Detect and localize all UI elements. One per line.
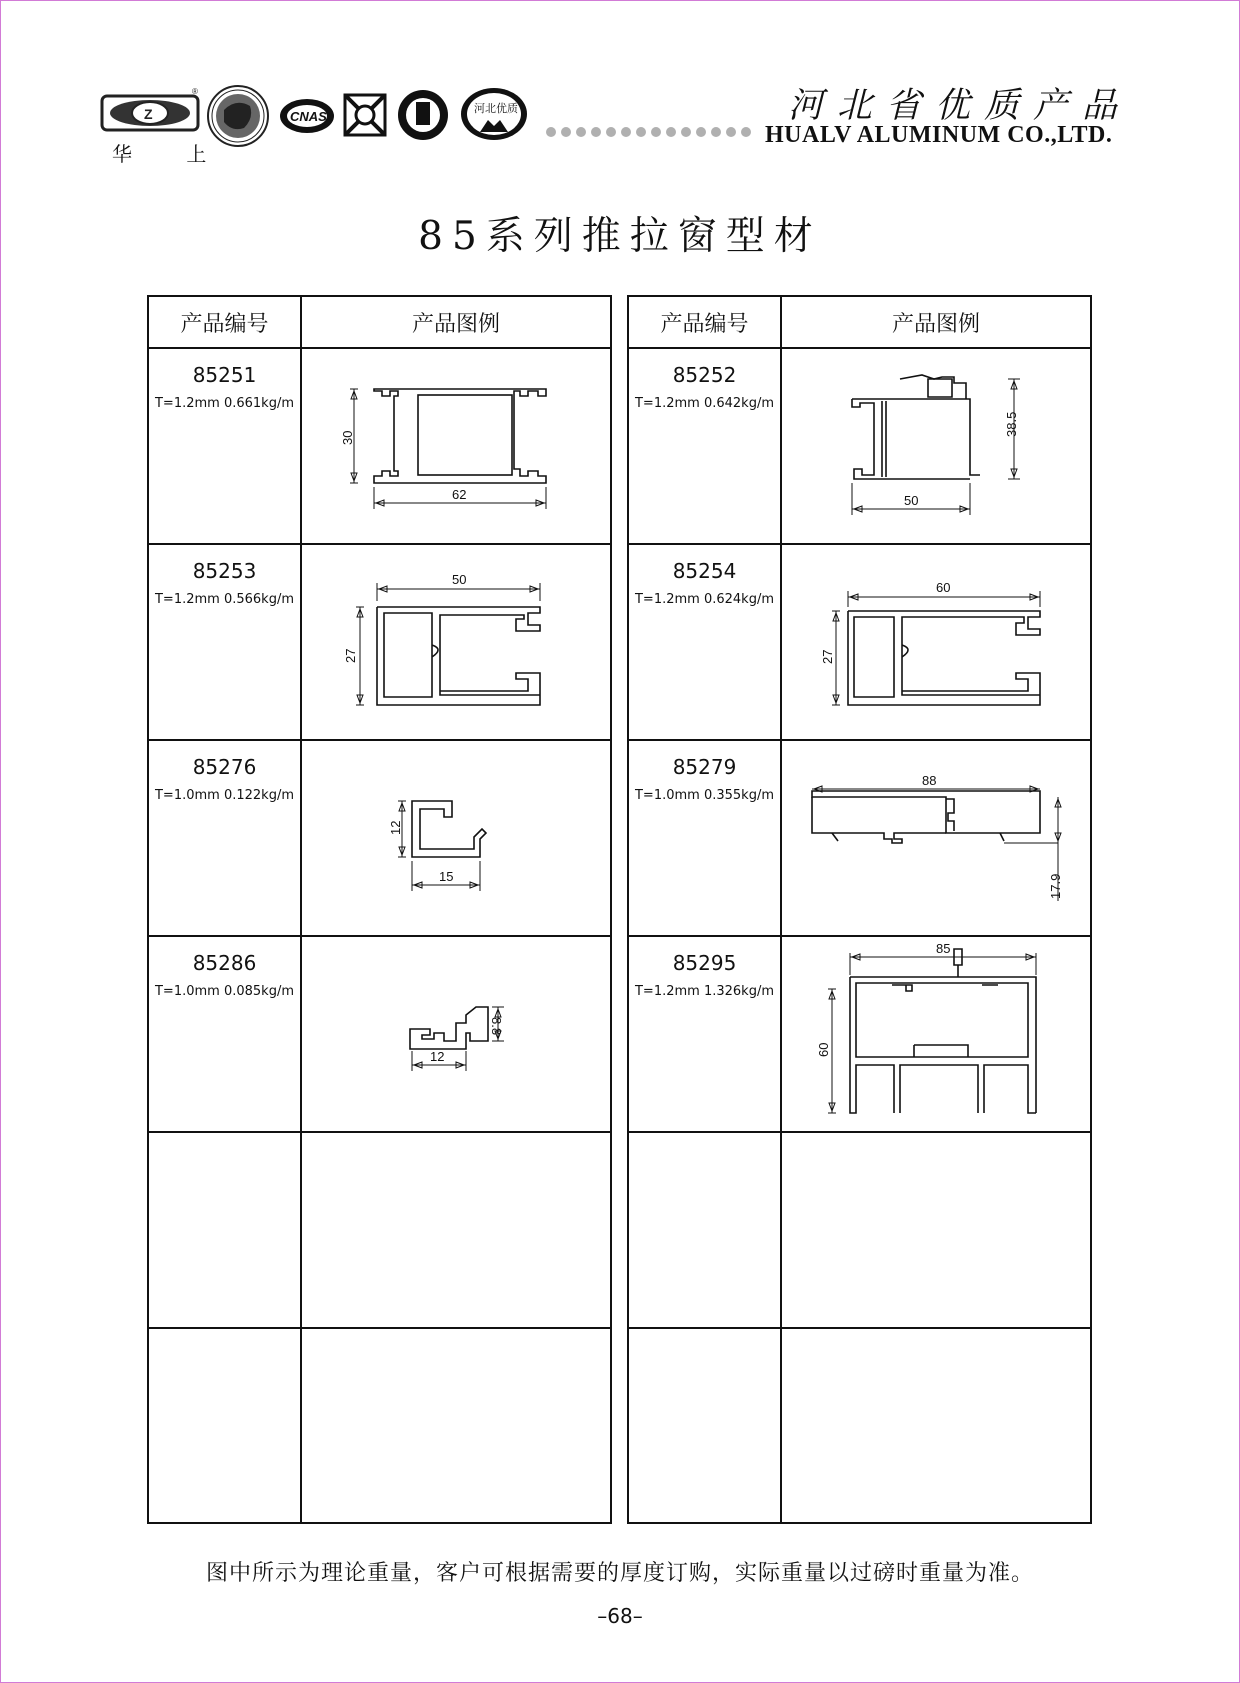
header-code: 产品编号	[660, 312, 749, 337]
profile-drawing-85251	[302, 349, 612, 543]
table-row	[629, 1133, 1090, 1329]
company-name: HUALV ALUMINUM CO.,LTD.	[765, 122, 1113, 148]
svg-text:12: 12	[388, 820, 403, 835]
decorative-dots	[545, 126, 757, 138]
profile-drawing-85279	[782, 741, 1092, 935]
table-row	[149, 349, 610, 545]
hebei-quality-badge-icon	[458, 86, 530, 142]
profile-drawing-85286	[302, 937, 612, 1131]
product-spec: T=1.2mm 0.566kg/m	[154, 592, 294, 607]
page-title: 85系列推拉窗型材	[418, 214, 822, 259]
profile-drawing-85252	[782, 349, 1092, 543]
hualv-logo-icon	[100, 86, 200, 138]
product-code: 85252	[672, 363, 737, 387]
product-spec: T=1.2mm 0.642kg/m	[634, 396, 774, 411]
svg-text:17.9: 17.9	[1048, 873, 1063, 899]
profile-drawing-85276	[302, 741, 612, 935]
svg-text:38.5: 38.5	[1004, 411, 1019, 437]
product-code: 85286	[192, 951, 257, 975]
svg-text:15: 15	[439, 869, 454, 884]
svg-text:62: 62	[452, 487, 467, 502]
svg-text:河北优质: 河北优质	[474, 102, 518, 115]
product-code: 85279	[672, 755, 737, 779]
emblem-icon	[396, 88, 450, 142]
product-table-left	[147, 295, 612, 1524]
header-figure: 产品图例	[411, 312, 500, 337]
product-spec: T=1.0mm 0.122kg/m	[154, 788, 294, 803]
brand-name-cn: 华 上	[112, 142, 231, 166]
table-header	[629, 297, 1090, 349]
svg-text:27: 27	[820, 649, 835, 664]
globe-seal-icon	[206, 84, 270, 148]
header-figure: 产品图例	[891, 312, 980, 337]
product-table-right	[627, 295, 1092, 1524]
table-row	[149, 1329, 610, 1525]
table-row	[629, 1329, 1090, 1525]
cnas-mark-icon	[278, 96, 336, 136]
profile-drawing-85254	[782, 545, 1092, 739]
product-spec: T=1.0mm 0.085kg/m	[154, 984, 294, 999]
svg-text:85: 85	[936, 941, 951, 956]
svg-text:Z: Z	[144, 106, 153, 122]
product-code: 85253	[192, 559, 257, 583]
svg-text:®: ®	[192, 87, 198, 96]
header-code: 产品编号	[180, 312, 269, 337]
table-row	[629, 349, 1090, 545]
table-row	[149, 741, 610, 937]
product-spec: T=1.2mm 1.326kg/m	[634, 984, 774, 999]
product-code: 85254	[672, 559, 737, 583]
svg-text:8.8: 8.8	[489, 1017, 504, 1036]
product-code: 85295	[672, 951, 737, 975]
table-header	[149, 297, 610, 349]
svg-text:50: 50	[452, 572, 467, 587]
product-code: 85251	[192, 363, 257, 387]
table-row	[629, 545, 1090, 741]
svg-text:12: 12	[430, 1049, 445, 1064]
svg-text:88: 88	[922, 773, 937, 788]
svg-text:60: 60	[936, 580, 951, 595]
table-row	[149, 937, 610, 1133]
product-spec: T=1.2mm 0.624kg/m	[634, 592, 774, 607]
product-code: 85276	[192, 755, 257, 779]
product-spec: T=1.0mm 0.355kg/m	[634, 788, 774, 803]
svg-text:27: 27	[343, 648, 358, 663]
product-spec: T=1.2mm 0.661kg/m	[154, 396, 294, 411]
table-row	[149, 1133, 610, 1329]
svg-text:60: 60	[816, 1042, 831, 1057]
svg-text:50: 50	[904, 493, 919, 508]
table-row	[629, 741, 1090, 937]
page-number: –68–	[597, 1604, 643, 1628]
quality-mark-icon	[342, 92, 388, 138]
svg-text:30: 30	[340, 430, 355, 445]
tagline: 河北省优质产品	[788, 86, 1132, 126]
table-row	[629, 937, 1090, 1133]
svg-text:CNAS: CNAS	[290, 109, 327, 124]
profile-drawing-85253	[302, 545, 612, 739]
profile-drawing-85295	[782, 937, 1092, 1131]
table-row	[149, 545, 610, 741]
footnote: 图中所示为理论重量，客户可根据需要的厚度订购，实际重量以过磅时重量为准。	[205, 1561, 1034, 1586]
